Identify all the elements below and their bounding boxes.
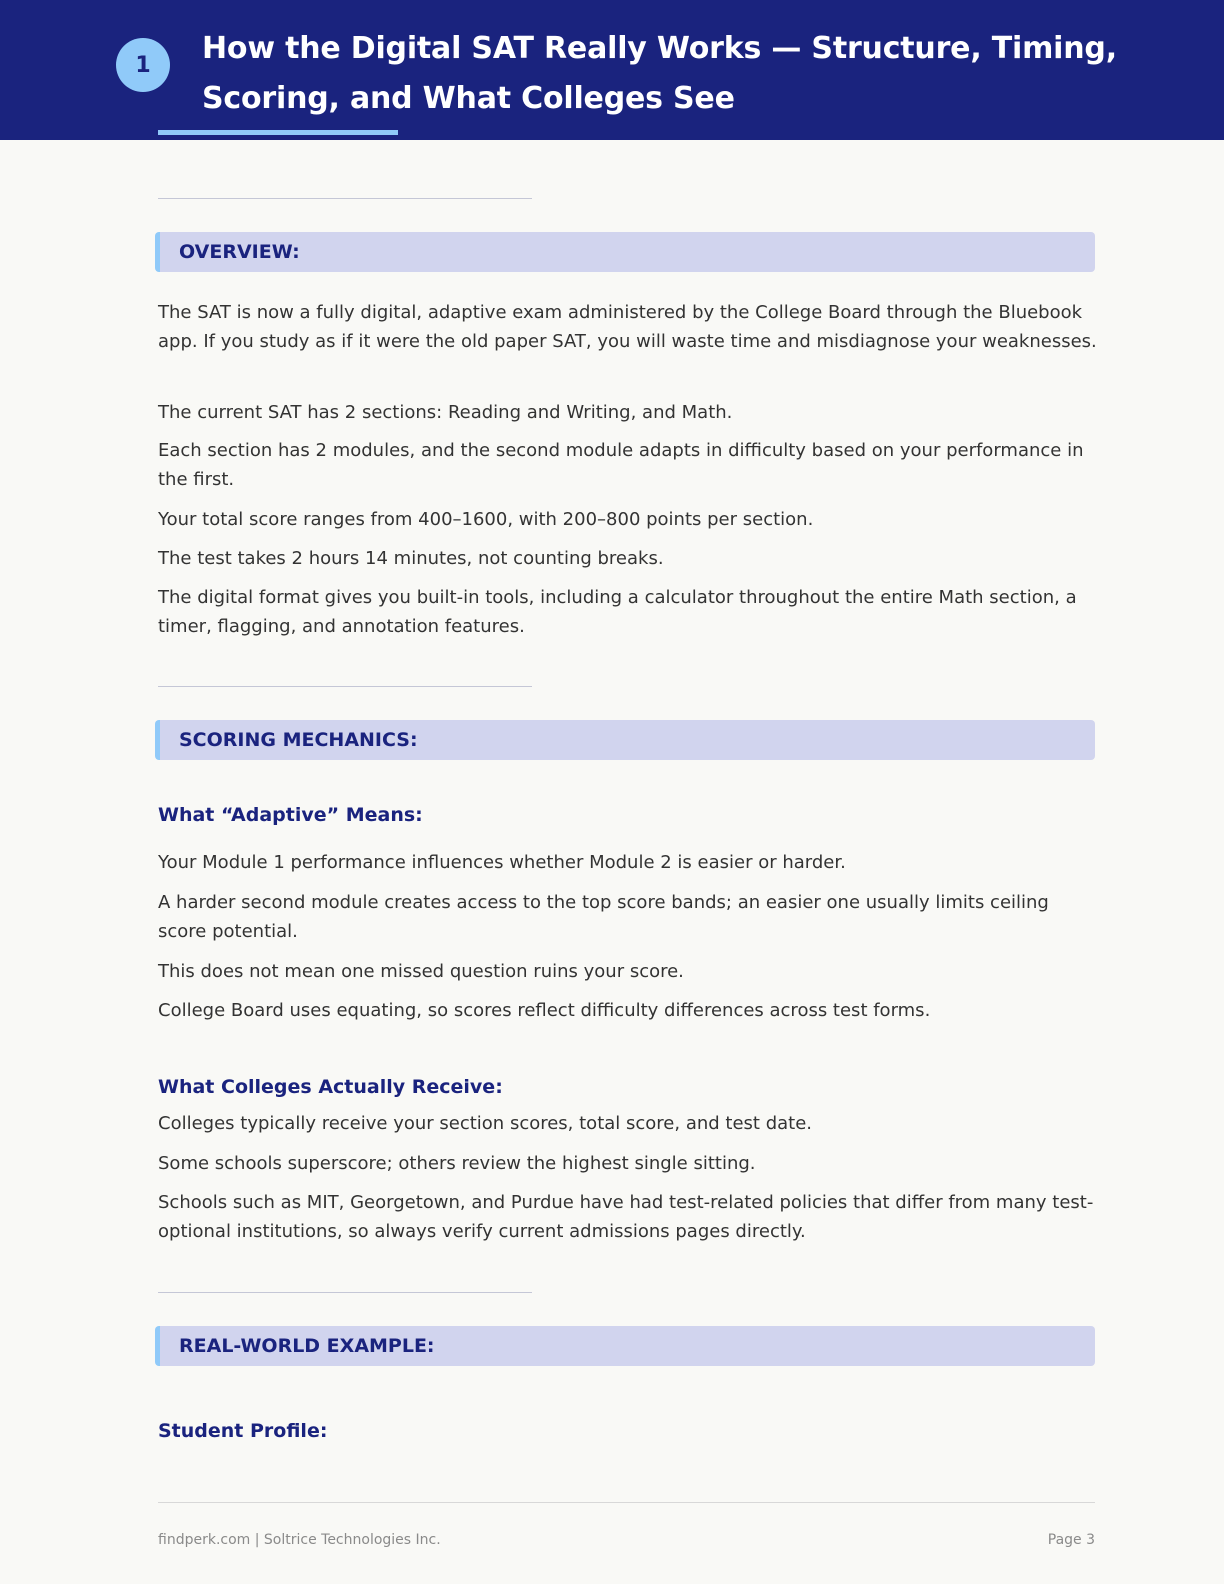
section-heading-overview: OVERVIEW:	[155, 232, 1095, 272]
chapter-title: How the Digital SAT Really Works — Structure, Timing, Scoring, and What Colleges See	[202, 31, 1117, 116]
colleges-paragraph: Colleges typically receive your section scores, total score, and test date.	[158, 1113, 813, 1134]
chapter-number-badge: 1	[116, 38, 170, 92]
footer-divider	[158, 1502, 1095, 1503]
subheading-adaptive: What “Adaptive” Means:	[158, 804, 423, 826]
adaptive-paragraph: Your Module 1 performance influences whether Module 2 is easier or harder.	[158, 852, 846, 873]
section-heading-example: REAL-WORLD EXAMPLE:	[155, 1326, 1095, 1366]
section-divider	[158, 198, 532, 199]
page-number: Page 3	[1047, 1532, 1095, 1548]
overview-paragraph: The SAT is now a fully digital, adaptive exam administered by the College Board through the Bluebook app. If you study as if it were the old paper SAT, you will waste time and misdiagnose your weaknesses.	[158, 302, 1097, 352]
chapter-header	[0, 0, 1224, 140]
section-divider	[158, 1292, 532, 1293]
overview-paragraph: The digital format gives you built-in tools, including a calculator throughout the entire Math section, a timer, flagging, and annotation features.	[158, 587, 1077, 637]
subheading-student-profile: Student Profile:	[158, 1420, 328, 1442]
overview-paragraph: Each section has 2 modules, and the second module adapts in difficulty based on your performance in the first.	[158, 440, 1084, 490]
section-heading-scoring: SCORING MECHANICS:	[155, 720, 1095, 760]
colleges-paragraph: Some schools superscore; others review the highest single sitting.	[158, 1153, 756, 1174]
subheading-colleges: What Colleges Actually Receive:	[158, 1076, 503, 1098]
overview-paragraph: The test takes 2 hours 14 minutes, not counting breaks.	[158, 548, 664, 569]
header-accent-underline	[158, 130, 398, 135]
footer-source: findperk.com | Soltrice Technologies Inc.	[158, 1532, 441, 1548]
overview-paragraph: The current SAT has 2 sections: Reading and Writing, and Math.	[158, 402, 733, 423]
adaptive-paragraph: This does not mean one missed question ruins your score.	[158, 961, 684, 982]
adaptive-paragraph: College Board uses equating, so scores reflect difficulty differences across test forms.	[158, 1000, 931, 1021]
overview-paragraph: Your total score ranges from 400–1600, with 200–800 points per section.	[158, 509, 814, 530]
colleges-paragraph: Schools such as MIT, Georgetown, and Purdue have had test-related policies that differ from many test-optional institutions, so always verify current admissions pages directly.	[158, 1192, 1094, 1242]
section-divider	[158, 686, 532, 687]
adaptive-paragraph: A harder second module creates access to the top score bands; an easier one usually limits ceiling score potential.	[158, 892, 1049, 942]
